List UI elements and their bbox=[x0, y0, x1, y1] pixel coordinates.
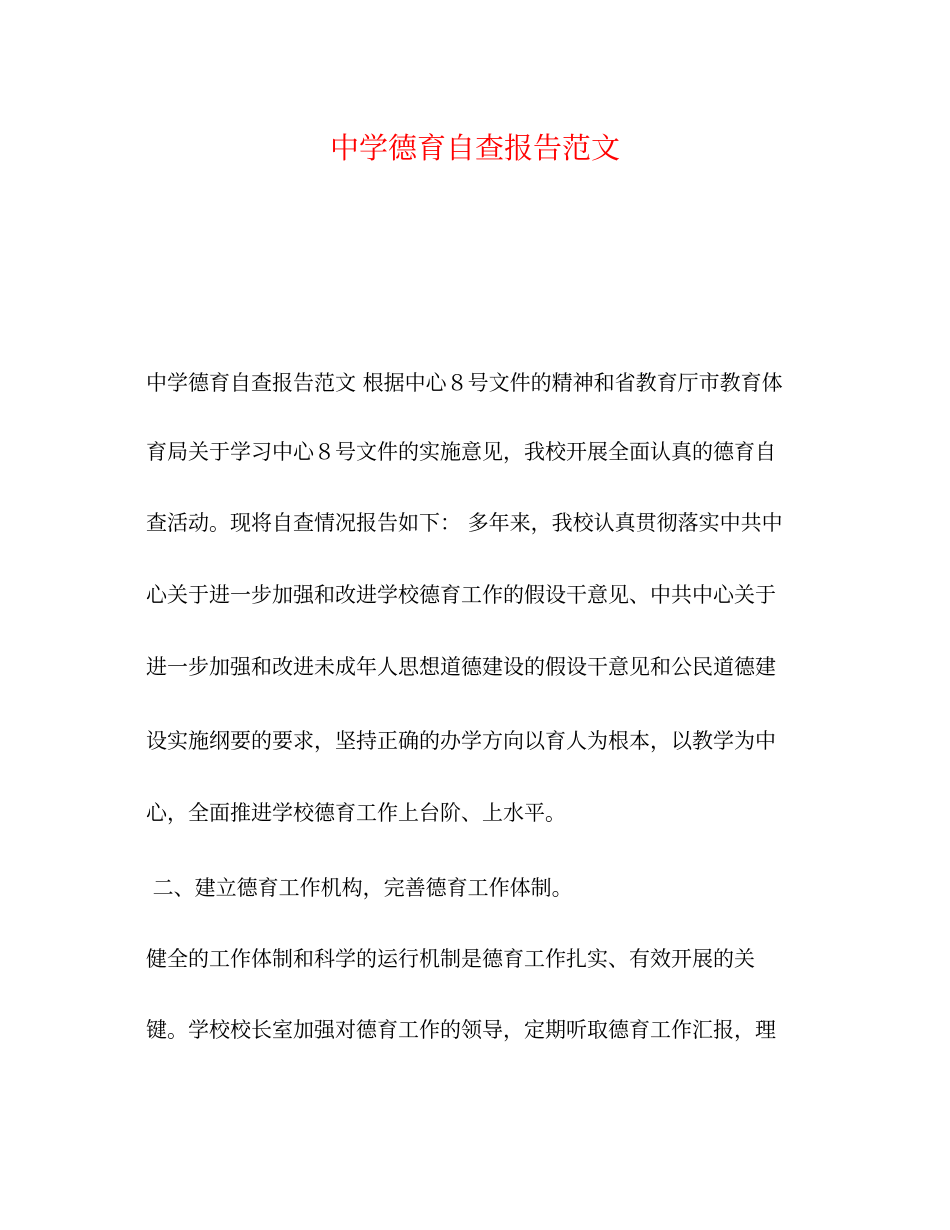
body-text-line: 键。学校校长室加强对德育工作的领导，定期听取德育工作汇报，理 bbox=[146, 1018, 776, 1042]
body-text-line: 中学德育自查报告范文 根据中心８号文件的精神和省教育厅市教育体 bbox=[146, 371, 783, 395]
body-text-line: 进一步加强和改进未成年人思想道德建设的假设干意见和公民道德建 bbox=[146, 655, 776, 679]
body-text-line: 健全的工作体制和科学的运行机制是德育工作扎实、有效开展的关 bbox=[146, 947, 755, 971]
section-heading: 二、建立德育工作机构，完善德育工作体制。 bbox=[146, 876, 573, 900]
body-text-line: 查活动。现将自查情况报告如下： 多年来，我校认真贯彻落实中共中 bbox=[146, 511, 783, 535]
body-text-line: 设实施纲要的要求，坚持正确的办学方向以育人为根本，以教学为中 bbox=[146, 729, 776, 753]
body-text-line: 心关于进一步加强和改进学校德育工作的假设干意见、中共中心关于 bbox=[146, 583, 776, 607]
body-text-line: 育局关于学习中心８号文件的实施意见，我校开展全面认真的德育自 bbox=[146, 440, 776, 464]
body-text-line: 心，全面推进学校德育工作上台阶、上水平。 bbox=[146, 801, 566, 825]
document-title: 中学德育自查报告范文 bbox=[329, 131, 620, 165]
